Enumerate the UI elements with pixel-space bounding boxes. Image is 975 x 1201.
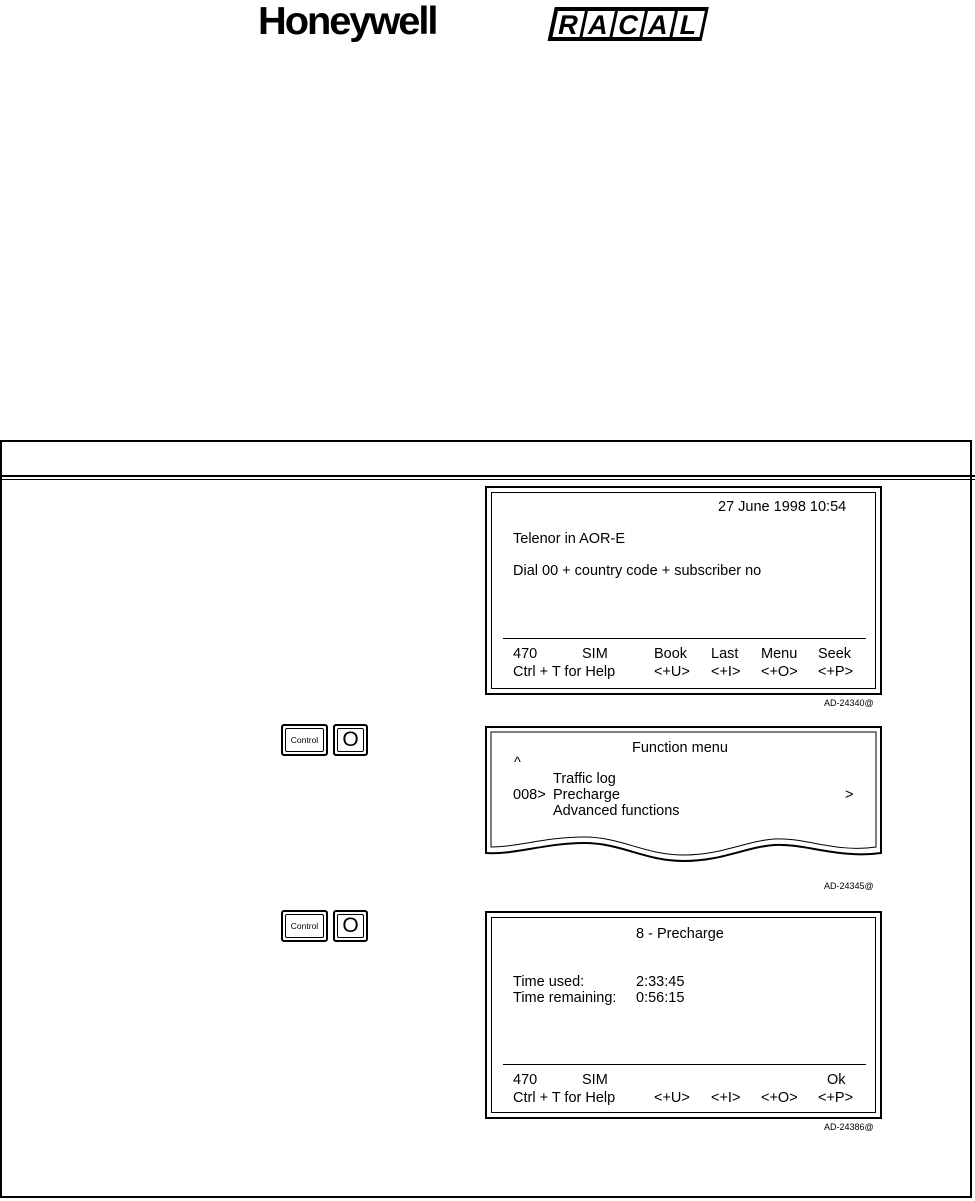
datetime-text: 27 June 1998 10:54 — [718, 499, 847, 515]
softkey-label-sim: SIM — [582, 646, 608, 662]
softkey-label-ok: Ok — [827, 1072, 846, 1088]
control-key-label: Control — [290, 920, 319, 931]
menu-item-number: 008> — [513, 787, 546, 803]
softkey-label-menu: Menu — [761, 646, 798, 662]
softkey-label-470: 470 — [513, 646, 538, 662]
shortcut-p: <+P> — [818, 1090, 854, 1106]
scroll-up-arrow-icon: ^ — [514, 755, 521, 771]
network-text: Telenor in AOR-E — [513, 531, 626, 547]
shortcut-i: <+I> — [711, 664, 741, 680]
precharge-title: 8 - Precharge — [636, 926, 724, 942]
frame-header-rule-thin — [0, 479, 975, 480]
menu-title: Function menu — [632, 740, 728, 756]
control-key-icon — [281, 724, 328, 756]
softkey-label-seek: Seek — [818, 646, 852, 662]
shortcut-i: <+I> — [711, 1090, 741, 1106]
racal-letter-a2: A — [645, 9, 672, 40]
shortcut-p: <+P> — [818, 664, 854, 680]
softkey-label-470: 470 — [513, 1072, 538, 1088]
softkey-label-book: Book — [654, 646, 688, 662]
honeywell-logo: Honeywell — [258, 0, 437, 43]
racal-letter-c: C — [615, 9, 642, 40]
menu-item-traffic-log: Traffic log — [553, 771, 616, 787]
racal-logo — [546, 6, 709, 42]
submenu-arrow-icon: > — [845, 787, 854, 803]
frame-header-rule — [0, 475, 975, 477]
menu-item-precharge: Precharge — [553, 787, 620, 803]
racal-letter-r: R — [555, 9, 582, 40]
precharge-screen — [485, 911, 882, 1119]
dial-instruction-text: Dial 00 + country code + subscriber no — [513, 563, 762, 579]
time-used-label: Time used: — [513, 974, 585, 990]
softkey-label-last: Last — [711, 646, 739, 662]
o-key-icon — [333, 910, 368, 942]
o-key-icon — [333, 724, 368, 756]
help-hint-text: Ctrl + T for Help — [513, 1090, 616, 1106]
shortcut-o: <+O> — [761, 1090, 798, 1106]
softkey-divider — [503, 638, 866, 639]
softkey-label-sim: SIM — [582, 1072, 608, 1088]
figure-id-1: AD-24340@ — [824, 698, 874, 708]
help-hint-text: Ctrl + T for Help — [513, 664, 616, 680]
menu-item-advanced-functions: Advanced functions — [553, 803, 680, 819]
time-remaining-value: 0:56:15 — [636, 990, 685, 1006]
softkey-divider — [503, 1064, 866, 1065]
figure-id-3: AD-24386@ — [824, 1122, 874, 1132]
o-key-label: O — [342, 914, 359, 937]
time-remaining-label: Time remaining: — [513, 990, 617, 1006]
control-key-label: Control — [290, 734, 319, 745]
shortcut-o: <+O> — [761, 664, 798, 680]
o-key-label: O — [342, 728, 359, 751]
shortcut-u: <+U> — [654, 664, 690, 680]
control-key-icon — [281, 910, 328, 942]
shortcut-u: <+U> — [654, 1090, 690, 1106]
precharge-screen-inner — [491, 917, 876, 1113]
racal-letter-a1: A — [585, 9, 612, 40]
figure-id-2: AD-24345@ — [824, 881, 874, 891]
racal-letter-l: L — [677, 9, 701, 40]
time-used-value: 2:33:45 — [636, 974, 685, 990]
